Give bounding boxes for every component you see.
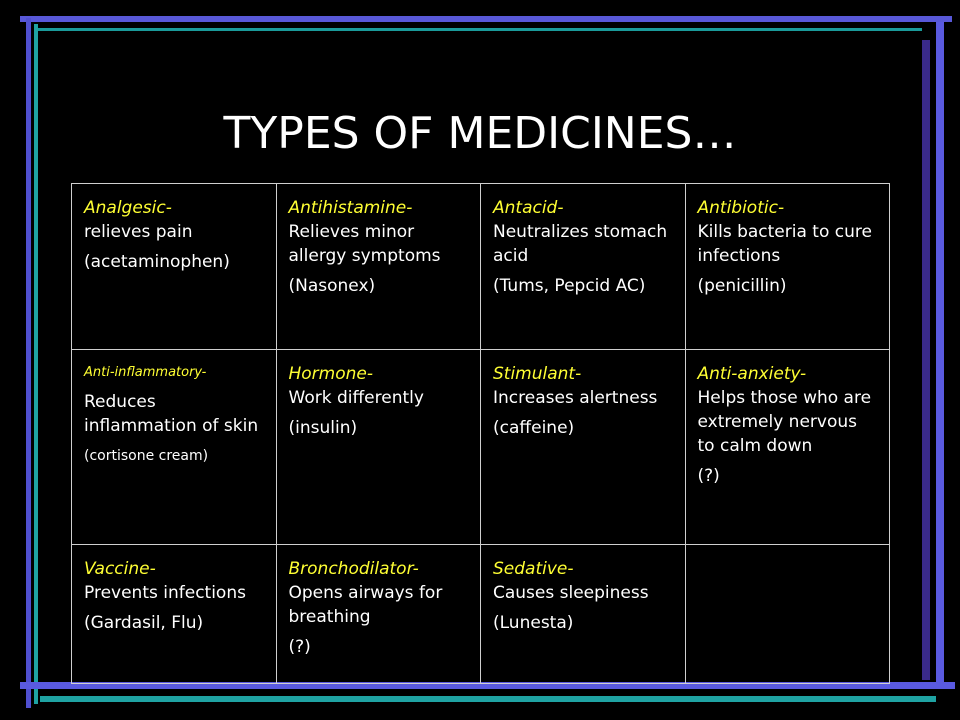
medicine-type: Antacid- [493,198,564,218]
medicine-types-table [71,183,890,684]
medicine-example: (penicillin) [697,276,787,296]
medicine-type: Stimulant- [493,364,582,384]
table-row [72,184,890,350]
medicine-example: (Tums, Pepcid AC) [493,276,646,296]
medicine-description: relieves pain [84,222,193,242]
medicine-type: Bronchodilator- [288,559,419,579]
medicine-description: Increases alertness [493,388,658,408]
medicine-type: Antibiotic- [697,198,785,218]
medicine-example: (cortisone cream) [84,448,209,464]
medicine-example: (Gardasil, Flu) [84,613,204,633]
medicine-example: (insulin) [288,418,358,438]
medicine-description: Opens airways for breathing [288,583,443,627]
table-cell-antacid [481,184,686,350]
medicine-example: (Nasonex) [288,276,376,296]
slide-title: TYPES OF MEDICINES… [223,108,737,159]
medicine-description: Prevents infections [84,583,246,603]
table-cell-vaccine [72,545,277,684]
medicine-description: Reduces inflammation of skin [84,392,259,436]
table-cell-sedative [481,545,686,684]
medicine-type: Vaccine- [84,559,156,579]
medicine-type: Hormone- [288,364,374,384]
medicine-description: Helps those who are extremely nervous to calm down [697,388,872,456]
medicine-type: Sedative- [493,559,574,579]
medicine-example: (caffeine) [493,418,575,438]
table-cell-bronchodilator [276,545,481,684]
medicine-type: Antihistamine- [288,198,413,218]
medicine-description: Causes sleepiness [493,583,649,603]
table-cell-anti-inflammatory [72,350,277,545]
medicine-example: (acetaminophen) [84,252,230,272]
table-cell-antibiotic [685,184,890,350]
medicine-type: Analgesic- [84,198,172,218]
table-cell-analgesic [72,184,277,350]
medicine-example: (?) [288,637,311,657]
medicine-description: Work differently [288,388,424,408]
frame-bar-top-inner [34,28,922,31]
table-cell-hormone [276,350,481,545]
medicine-type: Anti-anxiety- [697,364,807,384]
medicine-example: (?) [697,466,720,486]
medicine-example: (Lunesta) [493,613,574,633]
table-cell-antihistamine [276,184,481,350]
frame-bar-top [20,16,952,22]
frame-bar-bottom-inner [40,696,936,702]
medicine-description: Neutralizes stomach acid [493,222,668,266]
table-row [72,545,890,684]
medicine-description: Kills bacteria to cure infections [697,222,872,266]
table-cell-stimulant [481,350,686,545]
table-cell-empty [685,545,890,684]
table-cell-anti-anxiety [685,350,890,545]
medicine-type: Anti-inflammatory- [84,365,207,380]
medicine-description: Relieves minor allergy symptoms [288,222,441,266]
table-row [72,350,890,545]
